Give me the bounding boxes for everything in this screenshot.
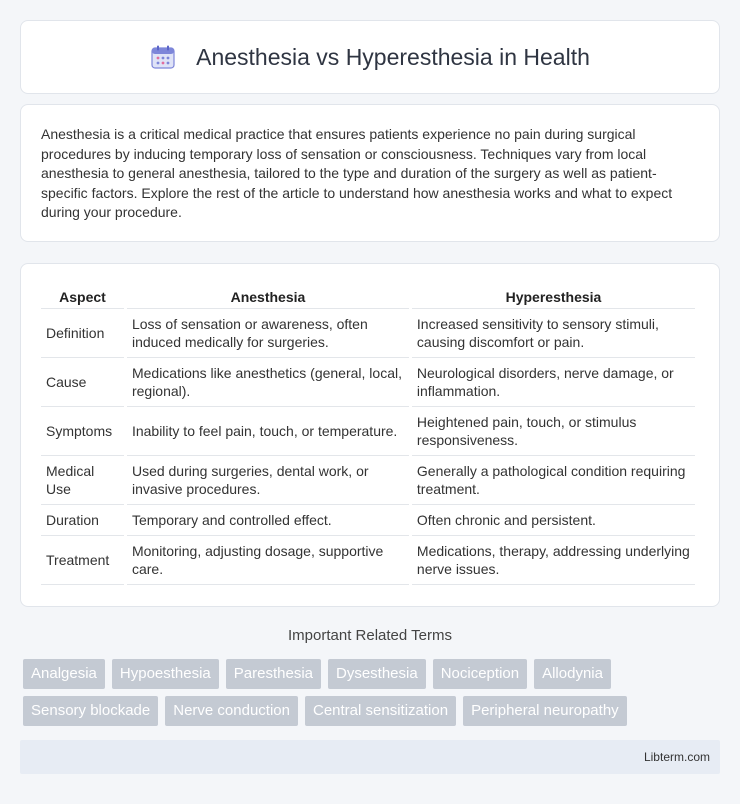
cell-aspect: Duration [41, 505, 124, 536]
cell-hyperesthesia: Heightened pain, touch, or stimulus responsiveness. [412, 407, 695, 456]
tag-sensory-blockade[interactable]: Sensory blockade [23, 696, 158, 726]
intro-text: Anesthesia is a critical medical practice that ensures patients experience no pain during surgical procedures by inducing temporary loss of sensation or consciousness. Techniques vary from local anesthesia to general anesthesia, tailored to the type and duration of the surgery as well as patient-specific factors. Explore the rest of the article to understand how anesthesia works and what to expect during your procedure. [41, 126, 673, 220]
cell-anesthesia: Medications like anesthetics (general, local, regional). [127, 358, 409, 407]
cell-hyperesthesia: Increased sensitivity to sensory stimuli, causing discomfort or pain. [412, 309, 695, 358]
cell-anesthesia: Monitoring, adjusting dosage, supportive care. [127, 536, 409, 585]
header-hyperesthesia: Hyperesthesia [412, 285, 695, 309]
page-title: Anesthesia vs Hyperesthesia in Health [196, 43, 590, 70]
header-anesthesia: Anesthesia [127, 285, 409, 309]
tag-peripheral-neuropathy[interactable]: Peripheral neuropathy [463, 696, 627, 726]
tag-row [23, 659, 723, 689]
table-row [41, 309, 695, 358]
cell-anesthesia: Inability to feel pain, touch, or temperature. [127, 407, 409, 456]
intro-card [20, 104, 720, 242]
tag-nerve-conduction[interactable]: Nerve conduction [165, 696, 298, 726]
footer [20, 740, 720, 774]
title-wrap [150, 44, 590, 71]
cell-hyperesthesia: Neurological disorders, nerve damage, or inflammation. [412, 358, 695, 407]
table-row [41, 358, 695, 407]
table-row [41, 456, 695, 505]
header-card [20, 20, 720, 94]
cell-aspect: Symptoms [41, 407, 124, 456]
cell-hyperesthesia: Medications, therapy, addressing underlying nerve issues. [412, 536, 695, 585]
calendar-icon [150, 44, 176, 70]
tag-allodynia[interactable]: Allodynia [534, 659, 611, 689]
table-row [41, 407, 695, 456]
header-aspect: Aspect [41, 285, 124, 309]
table-row [41, 536, 695, 585]
tag-hypoesthesia[interactable]: Hypoesthesia [112, 659, 219, 689]
tag-analgesia[interactable]: Analgesia [23, 659, 105, 689]
cell-aspect: Cause [41, 358, 124, 407]
tag-central-sensitization[interactable]: Central sensitization [305, 696, 456, 726]
cell-anesthesia: Loss of sensation or awareness, often induced medically for surgeries. [127, 309, 409, 358]
footer-brand-link[interactable]: Libterm.com [643, 750, 710, 764]
cell-aspect: Definition [41, 309, 124, 358]
cell-anesthesia: Used during surgeries, dental work, or invasive procedures. [127, 456, 409, 505]
tag-row [23, 696, 723, 726]
table-row [41, 505, 695, 536]
comparison-table-card [20, 263, 720, 607]
cell-aspect: Medical Use [41, 456, 124, 505]
tag-dysesthesia[interactable]: Dysesthesia [328, 659, 426, 689]
table-header-row [41, 285, 695, 309]
related-terms-title: Important Related Terms [288, 627, 452, 644]
tag-paresthesia[interactable]: Paresthesia [226, 659, 321, 689]
related-terms [23, 659, 723, 733]
cell-anesthesia: Temporary and controlled effect. [127, 505, 409, 536]
cell-hyperesthesia: Generally a pathological condition requiring treatment. [412, 456, 695, 505]
comparison-table [38, 285, 698, 585]
tag-nociception[interactable]: Nociception [433, 659, 527, 689]
cell-hyperesthesia: Often chronic and persistent. [412, 505, 695, 536]
cell-aspect: Treatment [41, 536, 124, 585]
